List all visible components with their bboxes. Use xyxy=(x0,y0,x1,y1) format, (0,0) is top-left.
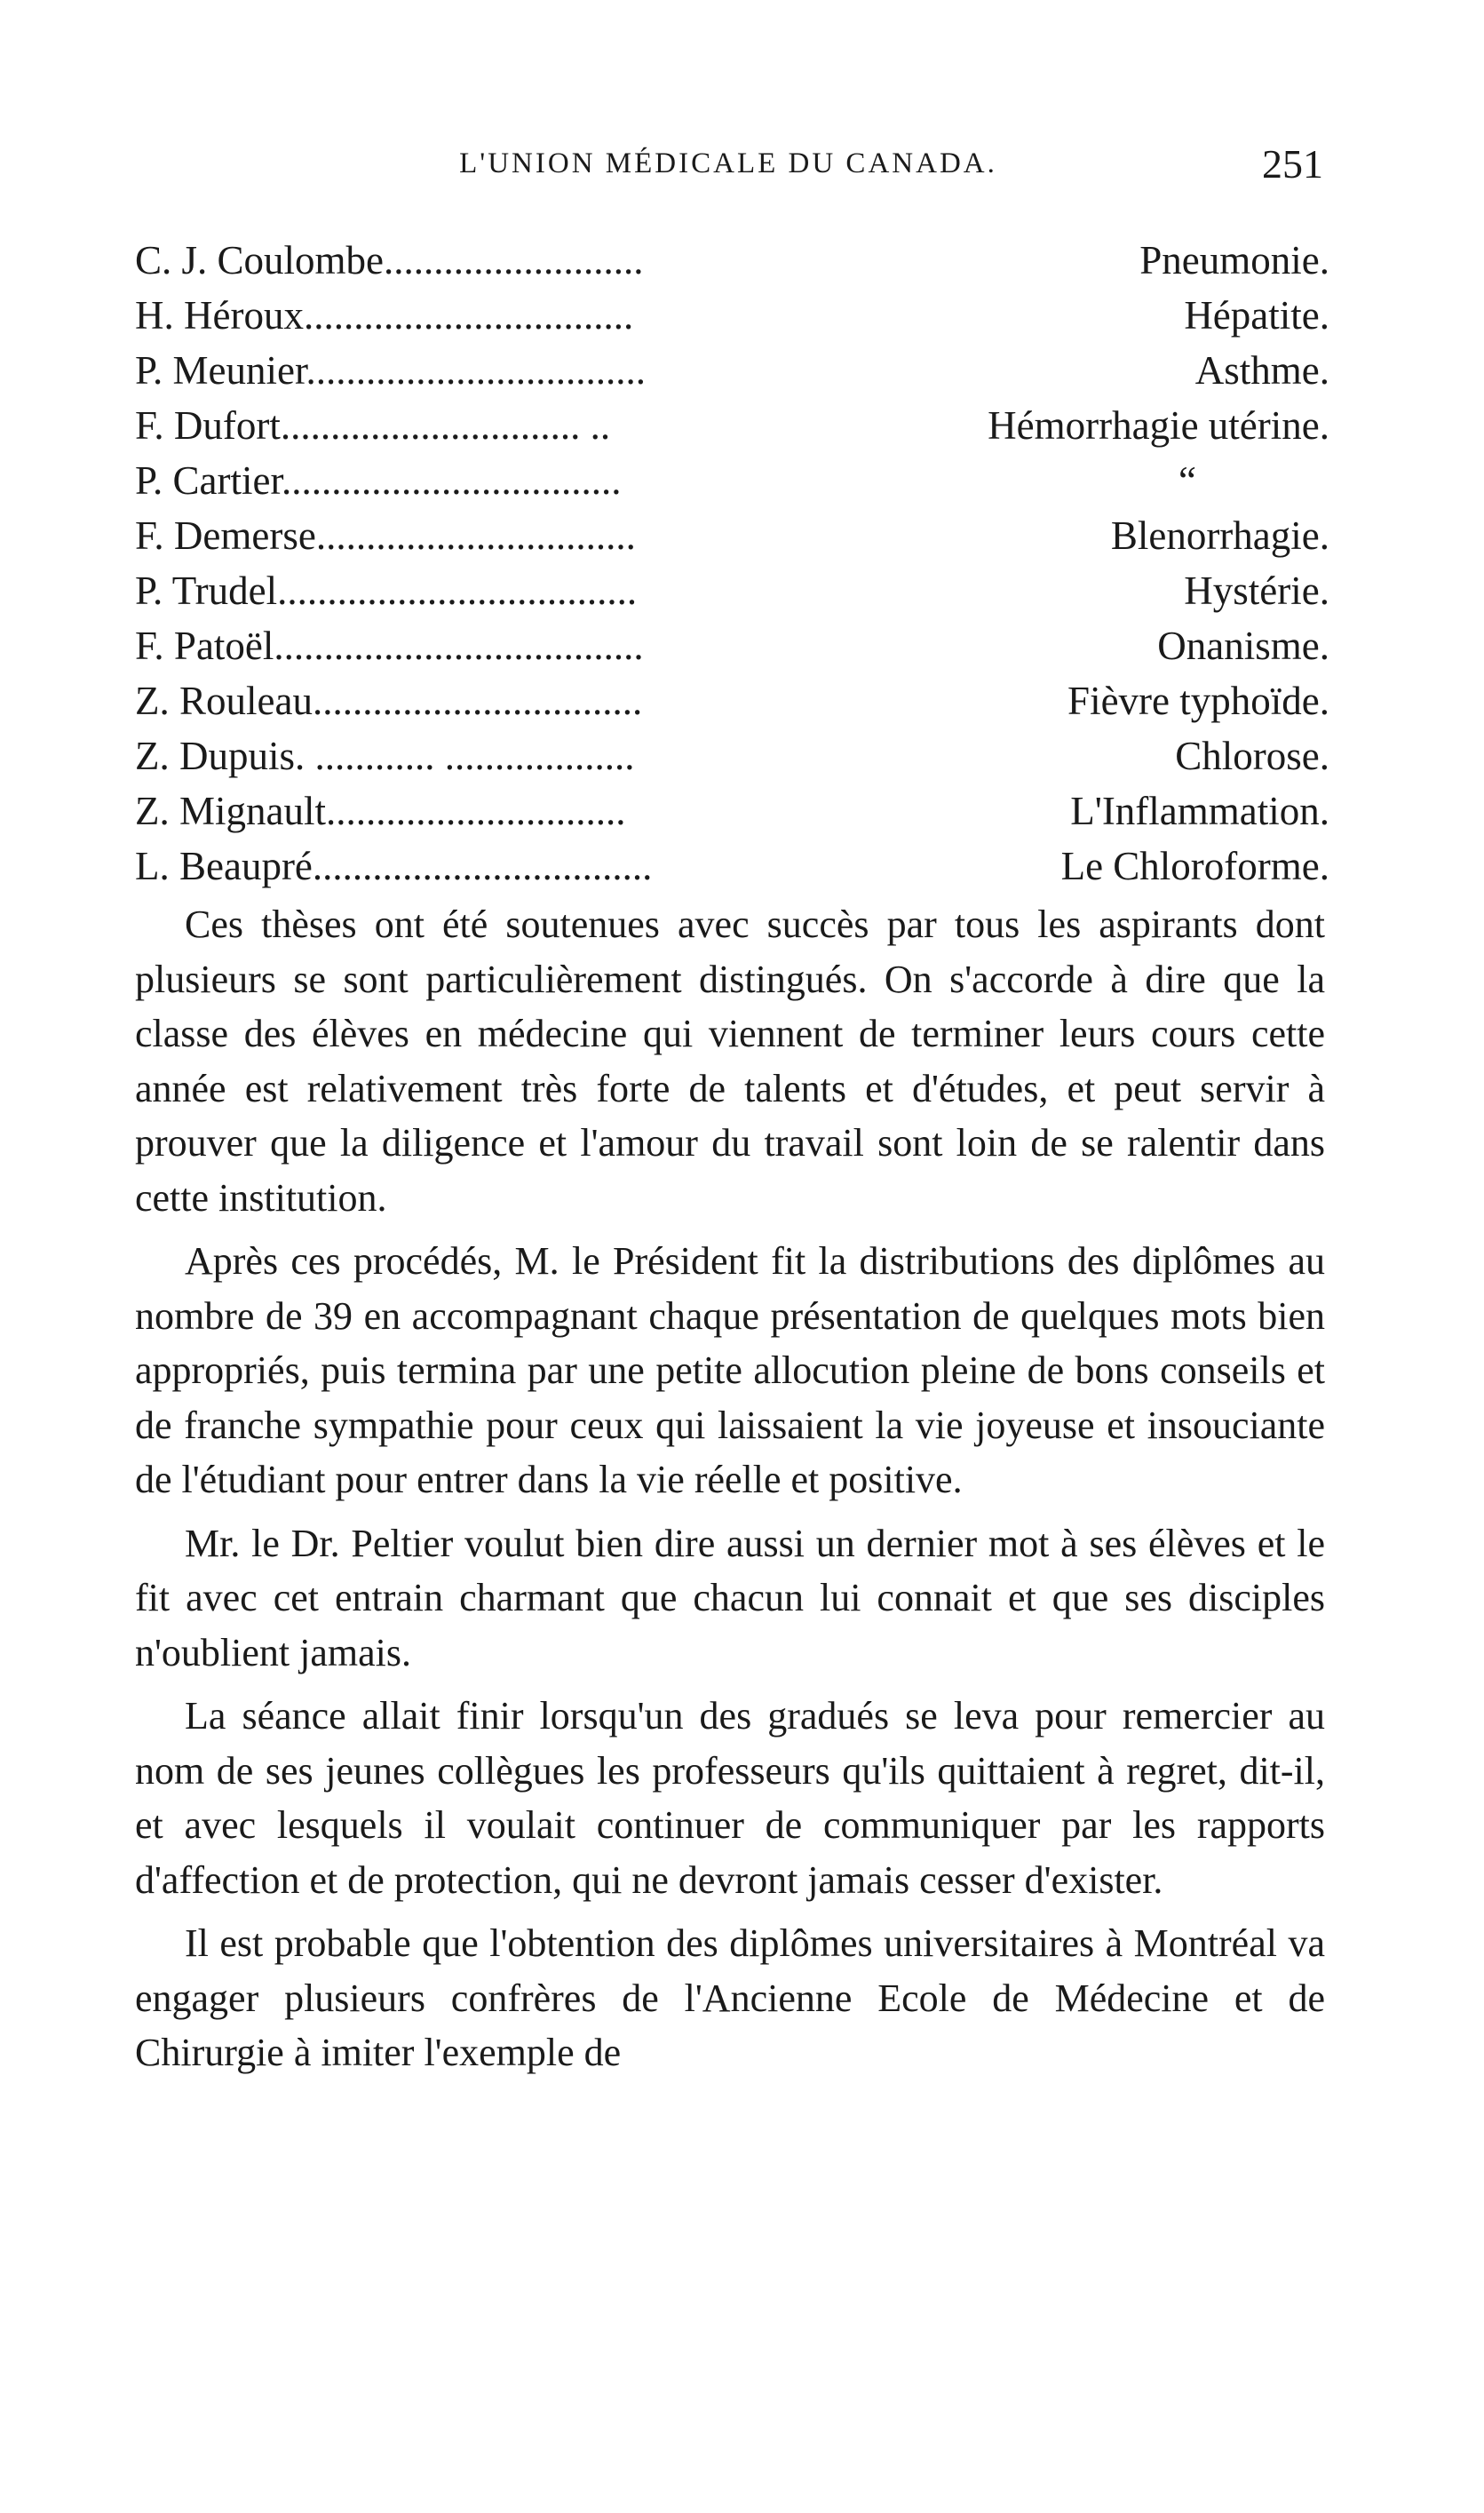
graduate-name: P. Meunier.................................. xyxy=(135,348,647,393)
thesis-title: Hépatite. xyxy=(1184,293,1329,338)
thesis-entry xyxy=(135,728,1329,783)
thesis-entry xyxy=(135,453,1329,508)
thesis-entry xyxy=(135,673,1329,728)
graduate-name: P. Cartier.................................. xyxy=(135,458,622,503)
paragraph: Il est probable que l'obtention des diplômes universitaires à Montréal va engager plusieurs confrères de l'Ancienne Ecole de Médecine et de Chirurgie à imiter l'exemple de xyxy=(135,1921,1325,2074)
paragraph: Ces thèses ont été soutenues avec succès par tous les aspirants dont plusieurs se sont particulièrement distingués. On s'accorde à dire que la classe des élèves en médecine qui viennent de terminer leurs cours cette année est relativement très forte de talents et d'études, et peut servir à prouver que la diligence et l'amour du travail sont loin de se ralentir dans cette institution. xyxy=(135,903,1325,1220)
thesis-entry xyxy=(135,783,1329,839)
graduate-name: Z. Rouleau................................. xyxy=(135,679,643,723)
thesis-title: Hystérie. xyxy=(1184,569,1329,613)
thesis-title: Fièvre typhoïde. xyxy=(1067,679,1329,723)
thesis-entry xyxy=(135,839,1329,894)
graduate-name: F. Dufort.............................. .. xyxy=(135,403,611,448)
thesis-entry xyxy=(135,508,1329,563)
thesis-title: Hémorrhagie utérine. xyxy=(988,403,1329,448)
graduate-name: Z. Mignault.............................. xyxy=(135,789,626,833)
graduate-name: L. Beaupré.................................. xyxy=(135,844,653,888)
thesis-entry xyxy=(135,343,1329,398)
graduate-name: P. Trudel.................................... xyxy=(135,569,638,613)
thesis-title: “ xyxy=(1178,458,1196,503)
thesis-entry xyxy=(135,233,1329,288)
graduate-name: F. Demerse................................ xyxy=(135,513,636,558)
thesis-entry xyxy=(135,618,1329,673)
thesis-title: Asthme. xyxy=(1194,348,1329,393)
thesis-title: Chlorose. xyxy=(1175,734,1329,778)
paragraph: Après ces procédés, M. le Président fit la distributions des diplômes au nombre de 39 en accompagnant chaque présentation de quelques mots bien appropriés, puis termina par une petite allocution pleine de bons conseils et de franche sympathie pour ceux qui laissaient la vie joyeuse et insouciante de l'étudiant pour entrer dans la vie réelle et positive. xyxy=(135,1239,1325,1501)
thesis-title: Le Chloroforme. xyxy=(1060,844,1329,888)
thesis-title: Onanisme. xyxy=(1157,624,1329,668)
page-number: 251 xyxy=(1262,141,1323,187)
page-header xyxy=(133,140,1323,203)
graduate-name: F. Patoël..................................... xyxy=(135,624,644,668)
graduate-name: Z. Dupuis. ............ ................... xyxy=(135,734,635,778)
graduate-name: H. Héroux................................. xyxy=(135,293,634,338)
paragraph: La séance allait finir lorsqu'un des gradués se leva pour remercier au nom de ses jeunes collègues les professeurs qu'ils quittaient à regret, dit-il, et avec lesquels il voulait continuer de communiquer par les rapports d'affection et de protection, qui ne devront jamais cesser d'exister. xyxy=(135,1694,1325,1902)
thesis-entry xyxy=(135,398,1329,453)
running-title: L'UNION MÉDICALE DU CANADA. xyxy=(459,147,997,179)
thesis-title: Pneumonie. xyxy=(1139,238,1329,282)
thesis-title: Blenorrhagie. xyxy=(1110,513,1329,558)
thesis-title: L'Inflammation. xyxy=(1070,789,1329,833)
body-text xyxy=(135,897,1325,2089)
thesis-entry xyxy=(135,288,1329,343)
graduate-name: C. J. Coulombe.......................... xyxy=(135,238,644,282)
thesis-entry xyxy=(135,563,1329,618)
paragraph: Mr. le Dr. Peltier voulut bien dire aussi un dernier mot à ses élèves et le fit avec cet entrain charmant que chacun lui connait et que ses disciples n'oublient jamais. xyxy=(135,1521,1325,1674)
thesis-list xyxy=(135,233,1329,894)
